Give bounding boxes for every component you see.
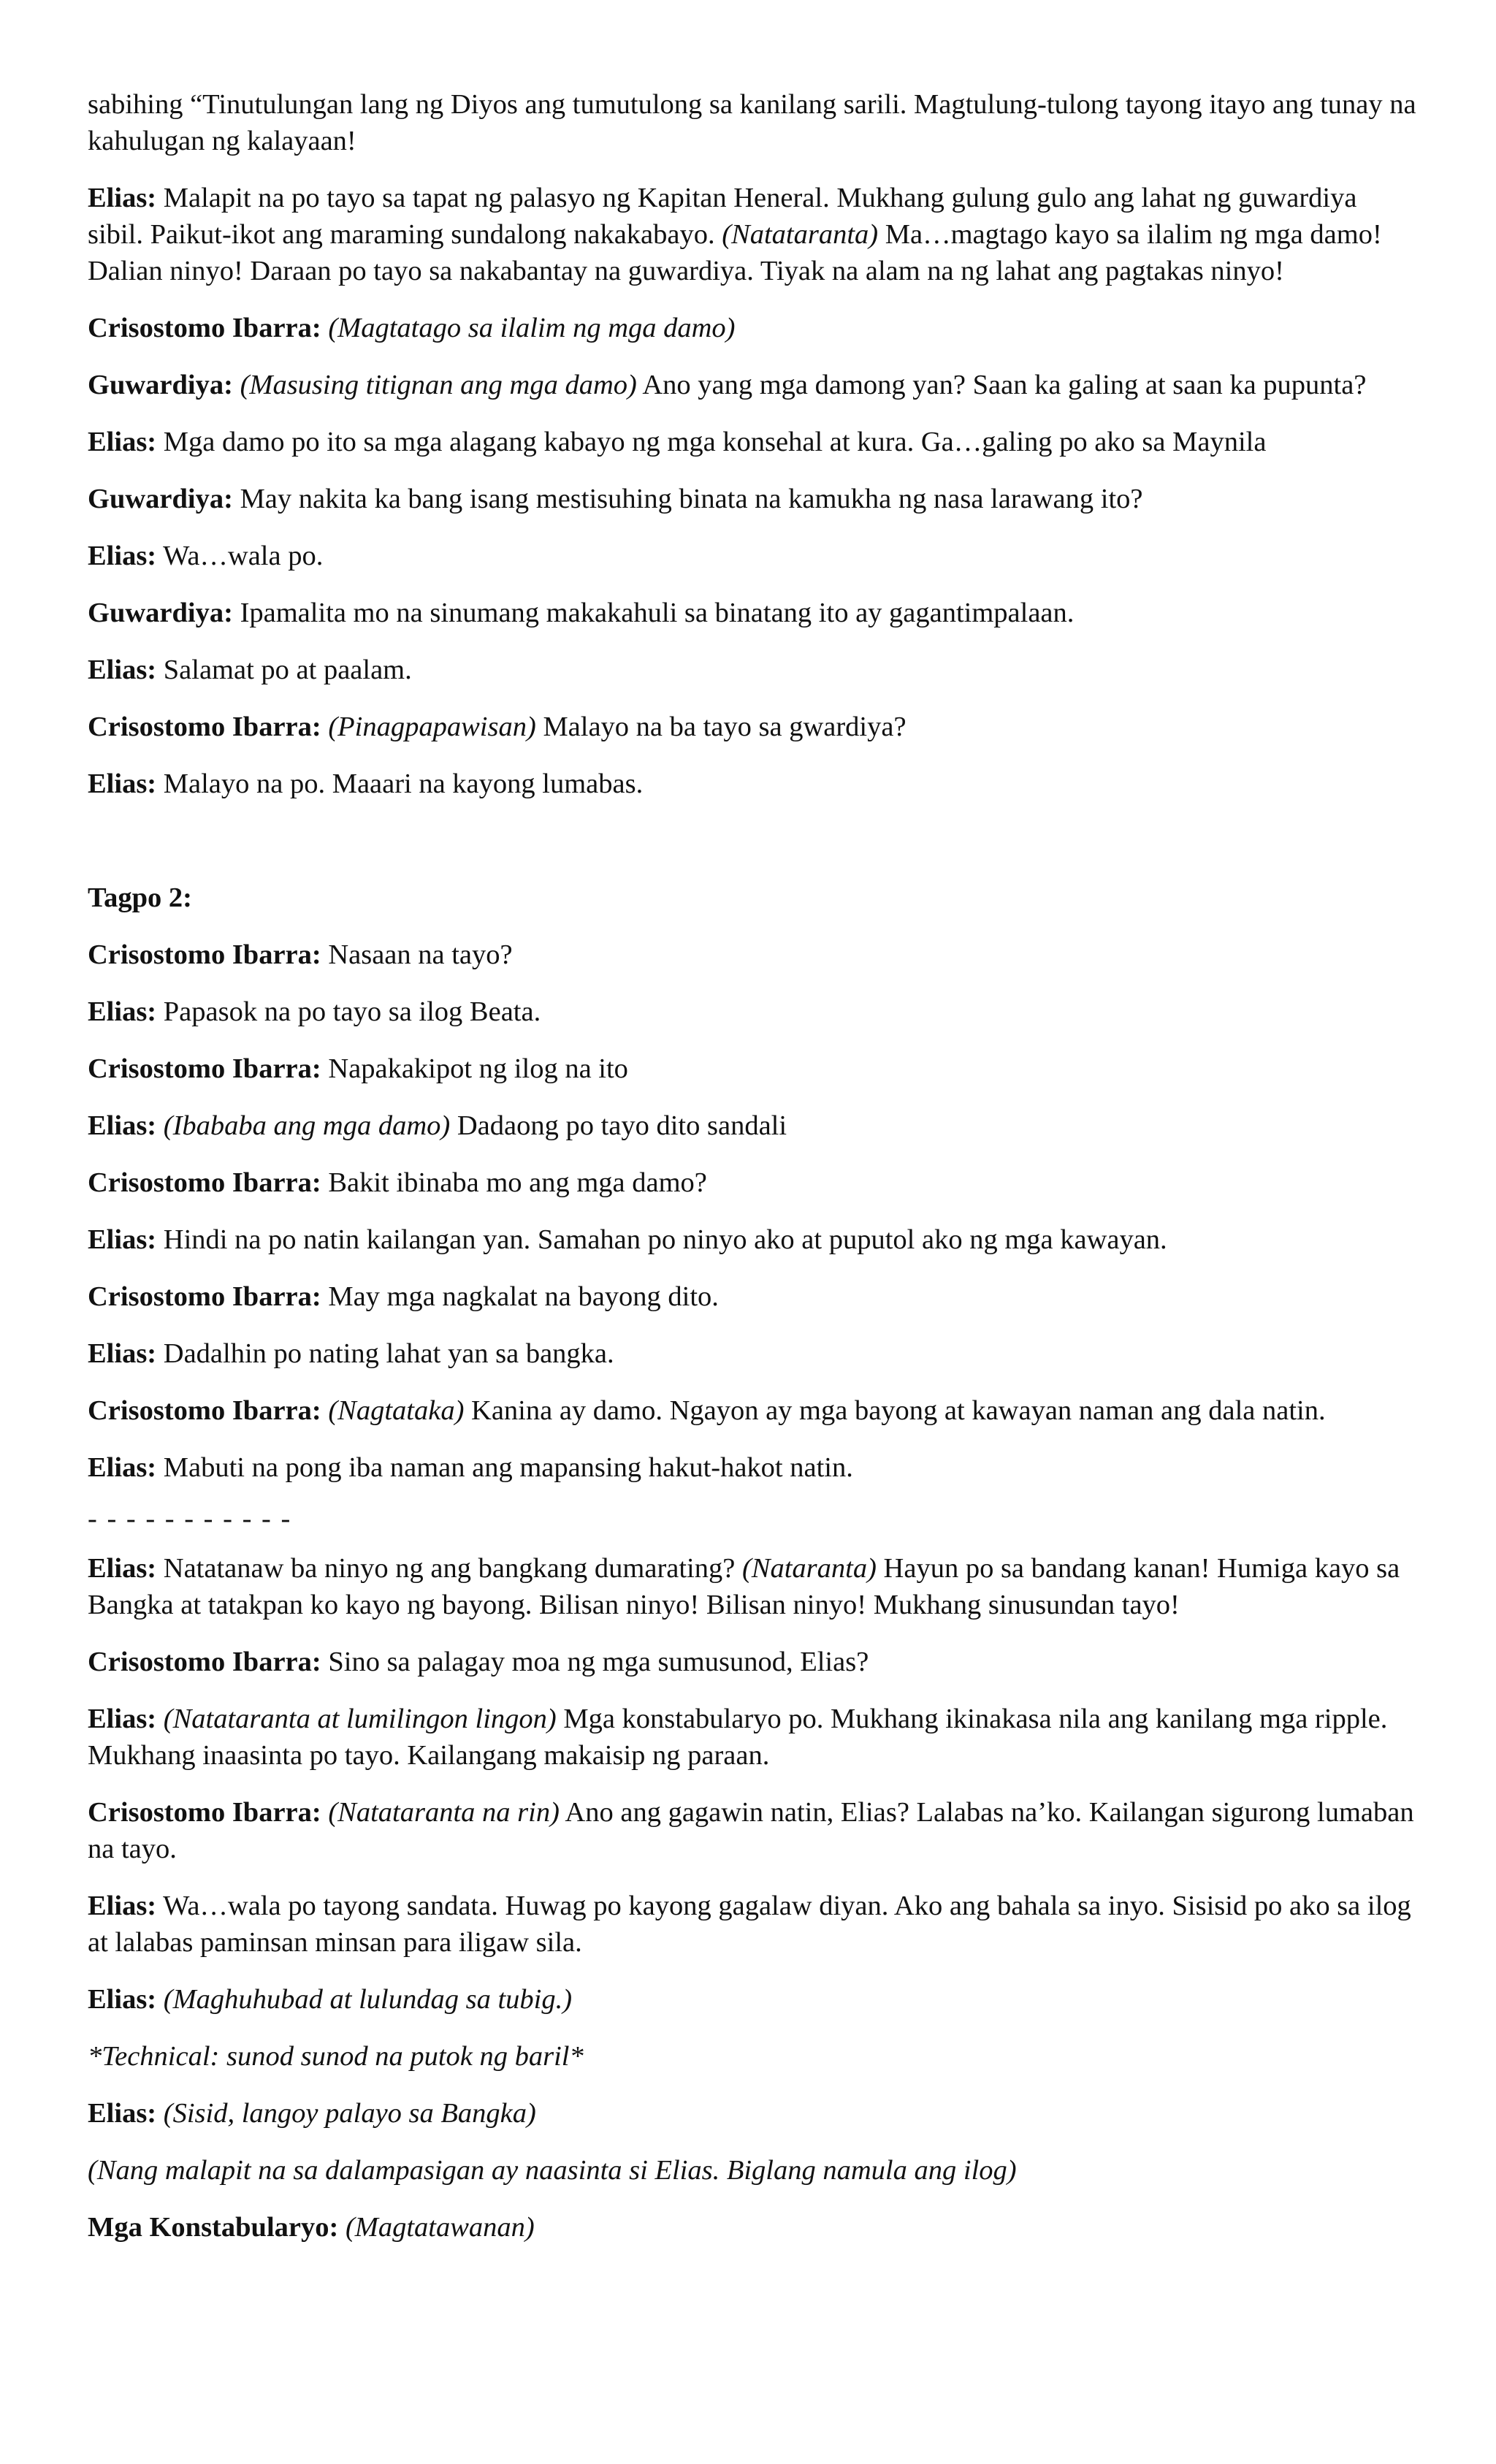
script-line <box>88 1888 1417 1961</box>
script-line <box>88 1449 1417 1486</box>
stage-direction: (Magtatawanan) <box>345 2212 535 2243</box>
stage-direction: (Natataranta na rin) <box>328 1797 560 1828</box>
dialogue-text: sabihing “Tinutulungan lang ng Diyos ang tumutulong sa kanilang sarili. Magtulung-tulong tayong itayo ang tunay na kahulugan ng kalayaan! <box>88 89 1416 156</box>
speaker-name: Elias: <box>88 1338 157 1369</box>
dialogue-text: Hindi na po natin kailangan yan. Samahan po ninyo ako at puputol ako ng mga kawayan. <box>156 1224 1167 1255</box>
speaker-name: Crisostomo Ibarra: <box>88 712 321 742</box>
dialogue-text: Ipamalita mo na sinumang makakahuli sa binatang ito ay gagantimpalaan. <box>232 598 1075 628</box>
dialogue-text: Ano yang mga damong yan? Saan ka galing at saan ka pupunta? <box>636 370 1367 400</box>
speaker-name: Crisostomo Ibarra: <box>88 1167 321 1198</box>
stage-direction: (Maghuhubad at lulundag sa tubig.) <box>163 1984 573 2015</box>
dialogue-text: Sino sa palagay moa ng mga sumusunod, Elias? <box>321 1647 869 1677</box>
stage-direction: (Masusing titignan ang mga damo) <box>240 370 637 400</box>
dialogue-text: Dadaong po tayo dito sandali <box>450 1110 787 1141</box>
speaker-name: Crisostomo Ibarra: <box>88 1053 321 1084</box>
script-line <box>88 1644 1417 1680</box>
speaker-name: Elias: <box>88 1553 157 1584</box>
stage-direction: (Nataranta) <box>741 1553 877 1584</box>
script-line <box>88 1221 1417 1258</box>
dialogue-text <box>156 2098 164 2129</box>
script-line <box>88 310 1417 346</box>
script-line <box>88 709 1417 745</box>
stage-direction: (Magtatago sa ilalim ng mga damo) <box>328 313 736 343</box>
dialogue-text: Wa…wala po tayong sandata. Huwag po kayong gagalaw diyan. Ako ang bahala sa inyo. Sisisid po ako sa ilog at lalabas paminsan minsan para iligaw sila. <box>88 1891 1411 1958</box>
speaker-name: Crisostomo Ibarra: <box>88 1797 321 1828</box>
script-line <box>88 367 1417 403</box>
dialogue-text: Mga damo po ito sa mga alagang kabayo ng mga konsehal at kura. Ga…galing po ako sa Maynila <box>156 427 1267 457</box>
speaker-name: Elias: <box>88 768 157 799</box>
script-line <box>88 652 1417 688</box>
stage-direction: (Natataranta at lumilingon lingon) <box>163 1704 557 1734</box>
script-line <box>88 1164 1417 1201</box>
speaker-name: Elias: <box>88 1984 157 2015</box>
script-line <box>88 766 1417 802</box>
speaker-name: Elias: <box>88 1110 157 1141</box>
speaker-name: Elias: <box>88 996 157 1027</box>
script-line <box>88 86 1417 159</box>
dialogue-text: May mga nagkalat na bayong dito. <box>321 1281 719 1312</box>
dialogue-text: Mabuti na pong iba naman ang mapansing hakut-hakot natin. <box>156 1452 853 1483</box>
script-line <box>88 1701 1417 1774</box>
scene-heading: Tagpo 2: <box>88 882 193 913</box>
stage-direction: (Nagtataka) <box>328 1395 465 1426</box>
speaker-name: Elias: <box>88 1704 157 1734</box>
dialogue-text: Napakakipot ng ilog na ito <box>321 1053 628 1084</box>
dialogue-text: May nakita ka bang isang mestisuhing binata na kamukha ng nasa larawang ito? <box>232 484 1143 514</box>
script-line <box>88 2038 1417 2075</box>
dashed-divider: - - - - - - - - - - - <box>88 1503 292 1534</box>
script-line <box>88 1981 1417 2018</box>
stage-direction: *Technical: sunod sunod na putok ng baril* <box>88 2041 584 2072</box>
stage-direction: (Ibababa ang mga damo) <box>163 1110 451 1141</box>
dialogue-text <box>321 1797 329 1828</box>
script-line <box>88 1392 1417 1429</box>
dialogue-text: Papasok na po tayo sa ilog Beata. <box>156 996 541 1027</box>
script-line <box>88 1550 1417 1623</box>
stage-direction: (Natataranta) <box>722 219 879 250</box>
speaker-name: Elias: <box>88 655 157 685</box>
speaker-name: Elias: <box>88 183 157 213</box>
script-line <box>88 1107 1417 1144</box>
dialogue-text: Malayo na po. Maaari na kayong lumabas. <box>156 768 644 799</box>
dialogue-text <box>321 313 329 343</box>
speaker-name: Mga Konstabularyo: <box>88 2212 339 2243</box>
speaker-name: Crisostomo Ibarra: <box>88 1395 321 1426</box>
stage-direction: (Pinagpapawisan) <box>328 712 536 742</box>
dialogue-text: Ano ang gagawin natin, Elias? Lalabas na’ko. Kailangan sigurong lumaban na tayo. <box>88 1797 1414 1864</box>
speaker-name: Elias: <box>88 541 157 571</box>
dialogue-text <box>156 1984 164 2015</box>
script-line <box>88 1278 1417 1315</box>
speaker-name: Elias: <box>88 1452 157 1483</box>
dialogue-text <box>156 1704 164 1734</box>
dialogue-text: Hayun po sa bandang kanan! Humiga kayo sa Bangka at tatakpan ko kayo ng bayong. Bilisan ninyo! Bilisan ninyo! Mukhang sinusundan tayo! <box>88 1553 1400 1620</box>
dialogue-text <box>321 712 329 742</box>
script-line <box>88 1335 1417 1372</box>
dialogue-text <box>321 1395 329 1426</box>
dialogue-text: Salamat po at paalam. <box>156 655 412 685</box>
script-line <box>88 424 1417 460</box>
stage-direction: (Sisid, langoy palayo sa Bangka) <box>163 2098 536 2129</box>
speaker-name: Guwardiya: <box>88 370 233 400</box>
script-line <box>88 481 1417 517</box>
dialogue-text: Bakit ibinaba mo ang mga damo? <box>321 1167 707 1198</box>
dialogue-text: Ma…magtago kayo sa ilalim ng mga damo! Dalian ninyo! Daraan po tayo sa nakabantay na guwardiya. Tiyak na alam na ng lahat ang pagtakas ninyo! <box>88 219 1382 286</box>
script-line <box>88 2152 1417 2189</box>
dialogue-text: Mga konstabularyo po. Mukhang ikinakasa nila ang kanilang mga ripple. Mukhang inaasinta po tayo. Kailangang makaisip ng paraan. <box>88 1704 1388 1771</box>
speaker-name: Crisostomo Ibarra: <box>88 313 321 343</box>
dialogue-text: Wa…wala po. <box>156 541 324 571</box>
dialogue-text <box>156 1110 164 1141</box>
speaker-name: Elias: <box>88 427 157 457</box>
script-line <box>88 2095 1417 2132</box>
stage-direction: (Nang malapit na sa dalampasigan ay naasinta si Elias. Biglang namula ang ilog) <box>88 2155 1017 2186</box>
document-page <box>88 86 1417 2266</box>
dialogue-text: Malapit na po tayo sa tapat ng palasyo ng Kapitan Heneral. Mukhang gulung gulo ang lahat ng guwardiya sibil. Paikut-ikot ang maraming sundalong nakakabayo. <box>88 183 1357 250</box>
dialogue-text: Malayo na ba tayo sa gwardiya? <box>535 712 907 742</box>
speaker-name: Elias: <box>88 1891 157 1921</box>
script-line <box>88 2209 1417 2246</box>
speaker-name: Elias: <box>88 2098 157 2129</box>
dialogue-text <box>233 370 240 400</box>
script-line <box>88 937 1417 973</box>
dialogue-text: Kanina ay damo. Ngayon ay mga bayong at kawayan naman ang dala natin. <box>464 1395 1326 1426</box>
speaker-name: Crisostomo Ibarra: <box>88 1647 321 1677</box>
script-line <box>88 993 1417 1030</box>
speaker-name: Elias: <box>88 1224 157 1255</box>
speaker-name: Guwardiya: <box>88 598 233 628</box>
speaker-name: Guwardiya: <box>88 484 233 514</box>
dialogue-text: Natatanaw ba ninyo ng ang bangkang dumarating? <box>156 1553 742 1584</box>
speaker-name: Crisostomo Ibarra: <box>88 939 321 970</box>
dialogue-text <box>338 2212 346 2243</box>
script-line <box>88 595 1417 631</box>
dialogue-text: Dadalhin po nating lahat yan sa bangka. <box>156 1338 614 1369</box>
script-line <box>88 1794 1417 1867</box>
section-spacer <box>88 823 1417 880</box>
script-line <box>88 180 1417 289</box>
speaker-name: Crisostomo Ibarra: <box>88 1281 321 1312</box>
script-line <box>88 538 1417 574</box>
dialogue-text: Nasaan na tayo? <box>321 939 513 970</box>
script-line <box>88 1050 1417 1087</box>
